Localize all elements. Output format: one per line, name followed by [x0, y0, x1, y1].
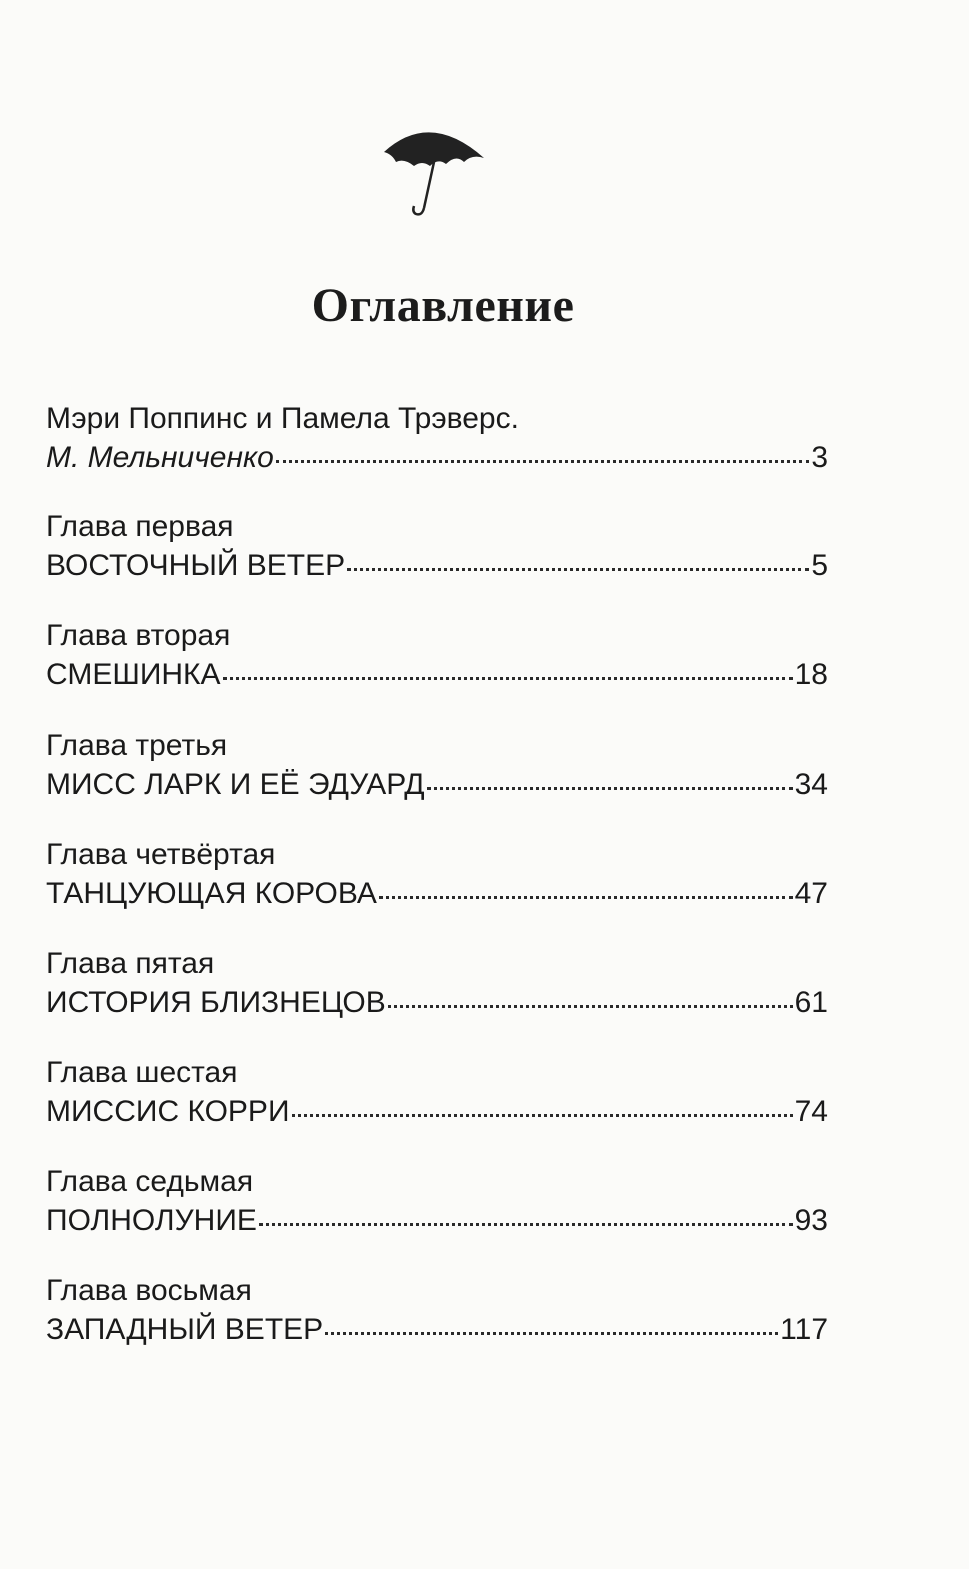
toc-page-number: 3: [811, 441, 828, 474]
toc-page-number: 34: [794, 768, 828, 801]
toc-page-number: 93: [794, 1204, 828, 1237]
toc-leader-dots: [427, 779, 793, 790]
toc-entry-4: [46, 836, 828, 914]
toc-entry-heading: Глава первая: [46, 510, 234, 543]
toc-entry-heading: Глава пятая: [46, 947, 215, 980]
toc-entry-heading: Глава вторая: [46, 619, 231, 652]
toc-entry-heading: Глава седьмая: [46, 1165, 254, 1198]
toc-entry-3: [46, 727, 828, 805]
toc-entry-title: М. Мельниченко: [46, 441, 274, 474]
toc-entry-0: [46, 400, 828, 478]
toc-entry-title: ИСТОРИЯ БЛИЗНЕЦОВ: [46, 986, 386, 1019]
toc-entry-heading: Мэри Поппинс и Памела Трэверс.: [46, 402, 519, 435]
toc-page-number: 5: [811, 549, 828, 582]
toc-leader-dots: [325, 1324, 778, 1335]
toc-leader-dots: [347, 560, 809, 571]
toc-entry-6: [46, 1054, 828, 1132]
toc-entry-heading: Глава четвёртая: [46, 838, 276, 871]
toc-page-number: 61: [794, 986, 828, 1019]
toc-entry-title: МИССИС КОРРИ: [46, 1095, 290, 1128]
toc-entry-1: [46, 508, 828, 586]
umbrella-icon: [380, 118, 490, 218]
toc-page-number: 117: [780, 1313, 828, 1346]
toc-entry-title: ВОСТОЧНЫЙ ВЕТЕР: [46, 549, 346, 582]
toc-leader-dots: [388, 997, 793, 1008]
toc-entry-title: ТАНЦУЮЩАЯ КОРОВА: [46, 877, 377, 910]
toc-entry-2: [46, 617, 828, 695]
toc-page-number: 47: [794, 877, 828, 910]
toc-entry-8: [46, 1272, 828, 1350]
toc-entry-heading: Глава шестая: [46, 1056, 238, 1089]
toc-entry-title: ПОЛНОЛУНИЕ: [46, 1204, 257, 1237]
toc-entry-title: СМЕШИНКА: [46, 658, 221, 691]
toc-entry-heading: Глава третья: [46, 729, 228, 762]
toc-page-number: 74: [794, 1095, 828, 1128]
toc-leader-dots: [276, 452, 810, 463]
toc-entry-title: ЗАПАДНЫЙ ВЕТЕР: [46, 1313, 324, 1346]
toc-page-number: 18: [794, 658, 828, 691]
toc-entry-title: МИСС ЛАРК И ЕЁ ЭДУАРД: [46, 768, 425, 801]
page-title: Оглавление: [311, 279, 575, 332]
toc-leader-dots: [223, 669, 793, 680]
toc-entry-5: [46, 945, 828, 1023]
toc-leader-dots: [292, 1106, 793, 1117]
toc-entry-heading: Глава восьмая: [46, 1274, 252, 1307]
toc-entry-7: [46, 1163, 828, 1241]
toc-leader-dots: [259, 1215, 793, 1226]
toc-leader-dots: [379, 888, 793, 899]
